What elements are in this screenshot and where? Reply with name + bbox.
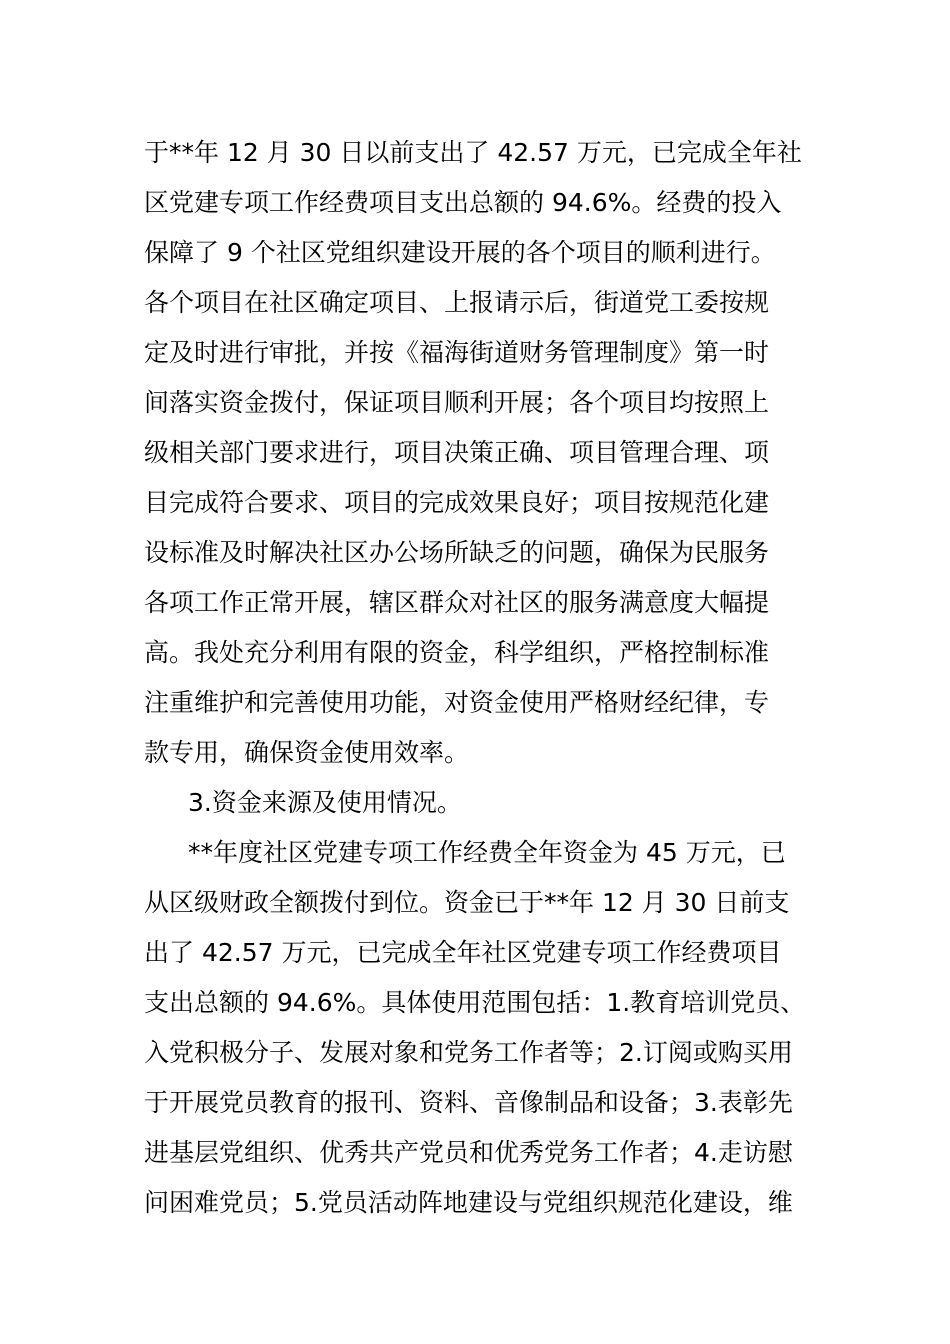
text-line: 级相关部门要求进行，项目决策正确、项目管理合理、项 xyxy=(144,438,770,467)
text-line: 款专用，确保资金使用效率。 xyxy=(144,738,470,767)
text-line: 目完成符合要求、项目的完成效果良好；项目按规范化建 xyxy=(144,488,770,517)
body-text xyxy=(144,128,814,1228)
text-line: 问困难党员；5.党员活动阵地建设与党组织规范化建设，维 xyxy=(144,1188,793,1217)
text-line: 注重维护和完善使用功能，对资金使用严格财经纪律，专 xyxy=(144,688,770,717)
text-line: 各个项目在社区确定项目、上报请示后，街道党工委按规 xyxy=(144,288,770,317)
text-line: 从区级财政全额拨付到位。资金已于**年 12 月 30 日前支 xyxy=(144,888,790,917)
section-heading: 3.资金来源及使用情况。 xyxy=(188,788,462,817)
text-line: 间落实资金拨付，保证项目顺利开展；各个项目均按照上 xyxy=(144,388,770,417)
text-line: 于**年 12 月 30 日以前支出了 42.57 万元，已完成全年社 xyxy=(144,138,802,167)
text-line: 设标准及时解决社区办公场所缺乏的问题，确保为民服务 xyxy=(144,538,770,567)
text-line: 高。我处充分利用有限的资金，科学组织，严格控制标准 xyxy=(144,638,770,667)
text-line: 于开展党员教育的报刊、资料、音像制品和设备；3.表彰先 xyxy=(144,1088,793,1117)
text-line: 定及时进行审批，并按《福海街道财务管理制度》第一时 xyxy=(144,338,770,367)
text-line: 进基层党组织、优秀共产党员和优秀党务工作者；4.走访慰 xyxy=(144,1138,793,1167)
text-line: **年度社区党建专项工作经费全年资金为 45 万元，已 xyxy=(188,838,786,867)
text-line: 保障了 9 个社区党组织建设开展的各个项目的顺利进行。 xyxy=(144,238,776,267)
text-line: 入党积极分子、发展对象和党务工作者等；2.订阅或购买用 xyxy=(144,1038,793,1067)
text-line: 区党建专项工作经费项目支出总额的 94.6%。经费的投入 xyxy=(144,188,782,217)
text-line: 支出总额的 94.6%。具体使用范围包括：1.教育培训党员、 xyxy=(144,988,806,1017)
text-line: 出了 42.57 万元，已完成全年社区党建专项工作经费项目 xyxy=(144,938,782,967)
text-line: 各项工作正常开展，辖区群众对社区的服务满意度大幅提 xyxy=(144,588,770,617)
